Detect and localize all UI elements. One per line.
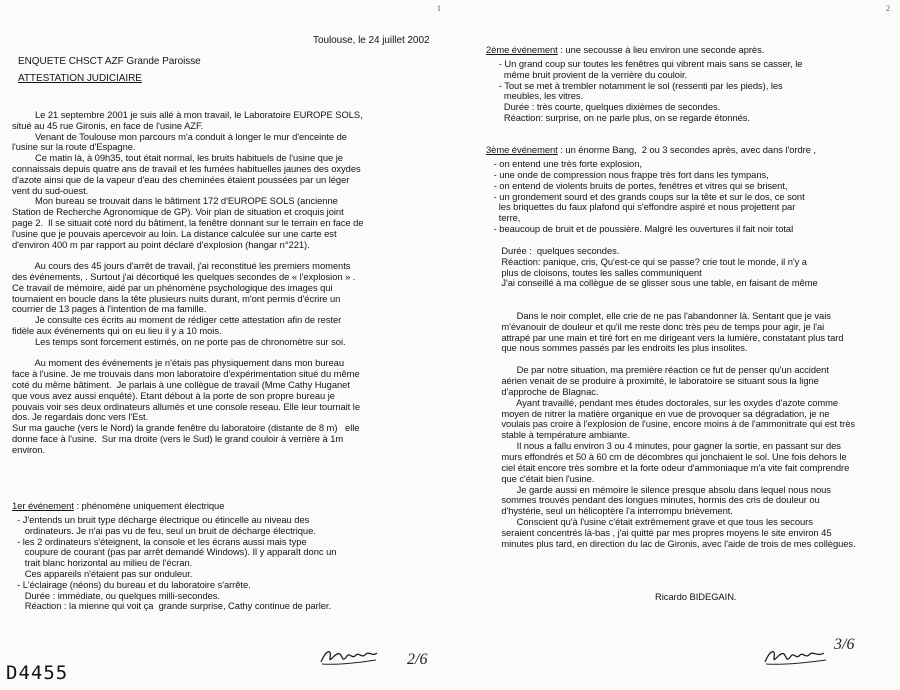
text-line: que nous sommes passés par les endroits les plus insolites. xyxy=(486,342,748,354)
text-line: même bruit provient de la verrière du couloir. xyxy=(486,68,688,80)
text-line: des événements, . Surtout j'ai décortiqué les quelques secondes de « l'explosion » . xyxy=(12,271,356,282)
text-line: m'évanouir de douleur et qu'il me reste donc très peu de temps pour agir, je l'ai xyxy=(486,320,825,332)
text-line: Je consulte ces écrits au moment de rédiger cette attestation afin de rester xyxy=(12,314,342,326)
text-line: Durée : immédiate, ou quelques milli-secondes. xyxy=(12,589,220,601)
text-line: dos. Je regardais donc vers l'Est. xyxy=(12,411,149,423)
archive-code: D4455 xyxy=(6,662,69,684)
text-line: aérien venait de se produire à proximité, le laboratoire se situant sous la ligne xyxy=(486,375,819,386)
text-line: les briquettes du faux plafond qui s'effondre aspiré et nous projettent par xyxy=(486,201,796,213)
text-line: - J'entends un bruit type décharge électrique ou étincelle au niveau des xyxy=(12,514,310,525)
text-line: face à l'usine. Je me trouvais dans mon laboratoire d'expérimentation situé du même xyxy=(12,368,360,380)
text-line: trait blanc horizontal au milieu de l'écran. xyxy=(12,557,193,569)
text-line: Ce travail de mémoire, aidé par un phénomène psychologique des images qui xyxy=(12,281,333,293)
text-line: seraient concentrés là-bas , j'ai quitté par mes propres moyens le site environ 45 xyxy=(486,526,832,538)
text-line: Au cours des 45 jours d'arrêt de travail, j'ai reconstitué les premiers moments xyxy=(12,260,351,272)
text-line: plus de cloisons, toutes les salles communiquent xyxy=(486,266,702,278)
text-line: l'usine sur la route d'Espagne. xyxy=(12,141,136,153)
text-line: terre, xyxy=(486,212,521,224)
document-heading: ENQUETE CHSCT AZF Grande Paroisse xyxy=(18,56,201,67)
text-line: Venant de Toulouse mon parcours m'a conduit à longer le mur d'enceinte de xyxy=(12,130,347,142)
handwritten-signature xyxy=(762,642,830,670)
text-line: tournaient en boucle dans la tête plusieurs nuits durant, m'ont permis d'écrire un xyxy=(12,292,341,304)
text-line: Mon bureau se trouvait dans le bâtiment 172 d'EUROPE SOLS (ancienne xyxy=(12,195,338,207)
text-line: - L'éclairage (néons) du bureau et du laboratoire s'arrête. xyxy=(12,578,251,590)
text-line: Les temps sont forcement estimés, on ne porte pas de chronomètre sur soi. xyxy=(12,335,346,347)
text-line: stable à température ambiante. xyxy=(486,429,630,441)
text-line: murs effondrés et 50 à 60 cm de décombres qui jonchaient le sol. Une fois dehors le xyxy=(486,450,847,462)
text-line: Je garde aussi en mémoire le silence presque absolu dans lequel nous nous xyxy=(486,483,831,495)
page-number: 1 xyxy=(437,4,441,13)
text-line: d'hystérie, seul un hélicoptère l'a interrompu brièvement. xyxy=(486,505,733,517)
text-line: donne face à l'usine. Sur ma droite (vers le Sud) le grand couloir à verrière à 1m xyxy=(12,433,344,444)
event3-suffix: : un énorme Bang, 2 ou 3 secondes après, avec dans l'ordre , xyxy=(557,144,816,155)
text-line: - on entend de violents bruits de portes, fenêtres et vitres qui se brisent, xyxy=(486,179,788,191)
text-line: d'environ 400 m par rapport au point déclaré d'explosion (hangar n°221). xyxy=(12,238,310,250)
text-line: - une onde de compression nous frappe très fort dans les tympans, xyxy=(486,168,769,180)
text-line: ordinateurs. Je n'ai pas vu de feu, seul un bruit de décharge électrique. xyxy=(12,524,316,536)
text-line: - beaucoup de bruit et de poussière. Malgré les ouvertures il fait noir total xyxy=(486,223,794,235)
text-line: Station de Recherche Agronomique de GP). Voir plan de situation et croquis joint xyxy=(12,206,344,218)
text-line: vent du sud-ouest. xyxy=(12,184,89,196)
text-line: Dans le noir complet, elle crie de ne pas l'abandonner là. Sentant que je vais xyxy=(486,309,831,321)
text-line: Ces appareils n'étaient pas sur onduleur. xyxy=(12,568,193,579)
text-line: De par notre situation, ma première réaction ce fut de penser qu'un accident xyxy=(486,364,829,376)
text-line: - un grondement sourd et des grands coups sur la tête et sur le dos, ce sont xyxy=(486,190,805,202)
place-date: Toulouse, le 24 juillet 2002 xyxy=(313,35,430,46)
right-page xyxy=(450,0,900,690)
text-line: - les 2 ordinateurs s'éteignent, la console et les écrans aussi mais type xyxy=(12,535,307,547)
event2-label: 2ème événement xyxy=(486,44,558,55)
text-line: Conscient qu'à l'usine c'était extrêmement grave et que tous les secours xyxy=(486,516,813,528)
event3-label: 3ème événement xyxy=(486,144,558,155)
event1-heading xyxy=(12,501,224,512)
text-line: - Un grand coup sur toutes les fenêtres qui vibrent mais sans se casser, le xyxy=(486,58,803,69)
text-line: Ayant travaillé, pendant mes études doctorales, sur les oxydes d'azote comme xyxy=(486,396,839,408)
text-line: Il nous a fallu environ 3 ou 4 minutes, pour gagner la sortie, en passant sur des xyxy=(486,440,841,452)
text-line: pouvais voir ses deux ordinateurs allumés et une console reseau. Elle leur tournait le xyxy=(12,400,360,412)
text-line: Réaction : la mienne qui voit ça grande surprise, Cathy continue de parler. xyxy=(12,600,332,612)
text-line: moyen de nitrer la matière organique en vue de provoquer sa dégradation, je ne xyxy=(486,407,830,419)
text-line: coté du même bâtiment. Je parlais à une collègue de travail (Mme Cathy Huganet xyxy=(12,379,350,390)
text-line: coupure de courant (pas par arrêt demandé Windows). Il y apparaît donc un xyxy=(12,546,337,558)
text-line: situé au 45 rue Gironis, en face de l'usine AZF. xyxy=(12,119,204,131)
handwritten-signature xyxy=(318,642,380,670)
page-fraction: 3/6 xyxy=(834,636,855,653)
event1-suffix: : phénomène uniquement électrique xyxy=(73,500,225,511)
text-line: page 2. Il se situait coté nord du bâtiment, la fenêtre donnant sur le terrain en face de xyxy=(12,217,364,228)
page-fraction: 2/6 xyxy=(407,651,428,668)
text-line: connaissais depuis quatre ans de travail et les fumées habituelles jaunes des oxydes xyxy=(12,163,361,174)
text-line: J'ai conseillé à ma collègue de se glisser sous une table, en faisant de même xyxy=(486,277,818,289)
text-line: Durée : très courte, quelques dixièmes de secondes. xyxy=(486,101,721,113)
text-line: que c'était bien l'usine. xyxy=(486,472,595,484)
text-line: fidèle aux événements qui on eu lieu il y a 10 mois. xyxy=(12,325,222,336)
text-line: minutes plus tard, en direction du lac de Gironis, avec l'aide de trois de mes collègues. xyxy=(486,537,856,549)
text-line: d'azote ainsi que de la vapeur d'eau des cheminées étaient poussées par un léger xyxy=(12,173,350,185)
text-line: courrier de 13 pages à l'intention de ma famille. xyxy=(12,303,207,315)
text-line: environ. xyxy=(12,443,45,455)
event2-suffix: : une secousse à lieu environ une seconde après. xyxy=(557,44,765,55)
text-line: que vous avez aussi enquêté). Etant débout à la porte de son propre bureau je xyxy=(12,389,335,401)
event1-label: 1er événement xyxy=(12,500,74,511)
signatory-name: Ricardo BIDEGAIN. xyxy=(655,591,737,602)
event2-heading xyxy=(486,45,764,56)
text-line: Sur ma gauche (vers le Nord) la grande fenêtre du laboratoire (distante de 8 m) elle xyxy=(12,422,360,434)
text-line: l'usine que je pouvais apercevoir au loin. La distance calculée sur une carte est xyxy=(12,227,337,239)
text-line: ciel était encore très sombre et la forte odeur d'ammoniaque m'a vite fait comprendre xyxy=(486,461,850,473)
text-line: Au moment des événements je n'étais pas physiquement dans mon bureau xyxy=(12,357,344,369)
text-line: attrapé par une main et tiré fort en me dirigeant vers la lumière, constatant plus tard xyxy=(486,331,844,343)
text-line: voulais pas croire à l'explosion de l'usine, encore moins à de l'ammonitrate qui est très xyxy=(486,418,856,430)
page-number: 2 xyxy=(886,4,890,13)
text-line: meubles, les vitres. xyxy=(486,90,584,102)
text-line: - Tout se met à trembler notamment le sol (ressenti par les pieds), les xyxy=(486,79,783,91)
event3-heading xyxy=(486,145,816,156)
text-line: Ce matin là, à 09h35, tout était normal, les bruits habituels de l'usine que je xyxy=(12,152,343,164)
text-line: - on entend une très forte explosion, xyxy=(486,158,642,169)
document-title: ATTESTATION JUDICIAIRE xyxy=(18,73,142,84)
text-line: Réaction: surprise, on ne parle plus, on se regarde étonnés. xyxy=(486,112,750,123)
text-line: Réaction: panique, cris, Qu'est-ce qui se passe? crie tout le monde, il n'y a xyxy=(486,255,807,267)
text-line: Durée : quelques secondes. xyxy=(486,244,620,256)
text-line: d'approche de Blagnac. xyxy=(486,385,599,397)
text-line: Le 21 septembre 2001 je suis allé à mon travail, le Laboratoire EUROPE SOLS, xyxy=(12,109,363,120)
text-line: sommes trouvés pendant des longues minutes, hormis des cris de douleur ou xyxy=(486,494,820,506)
